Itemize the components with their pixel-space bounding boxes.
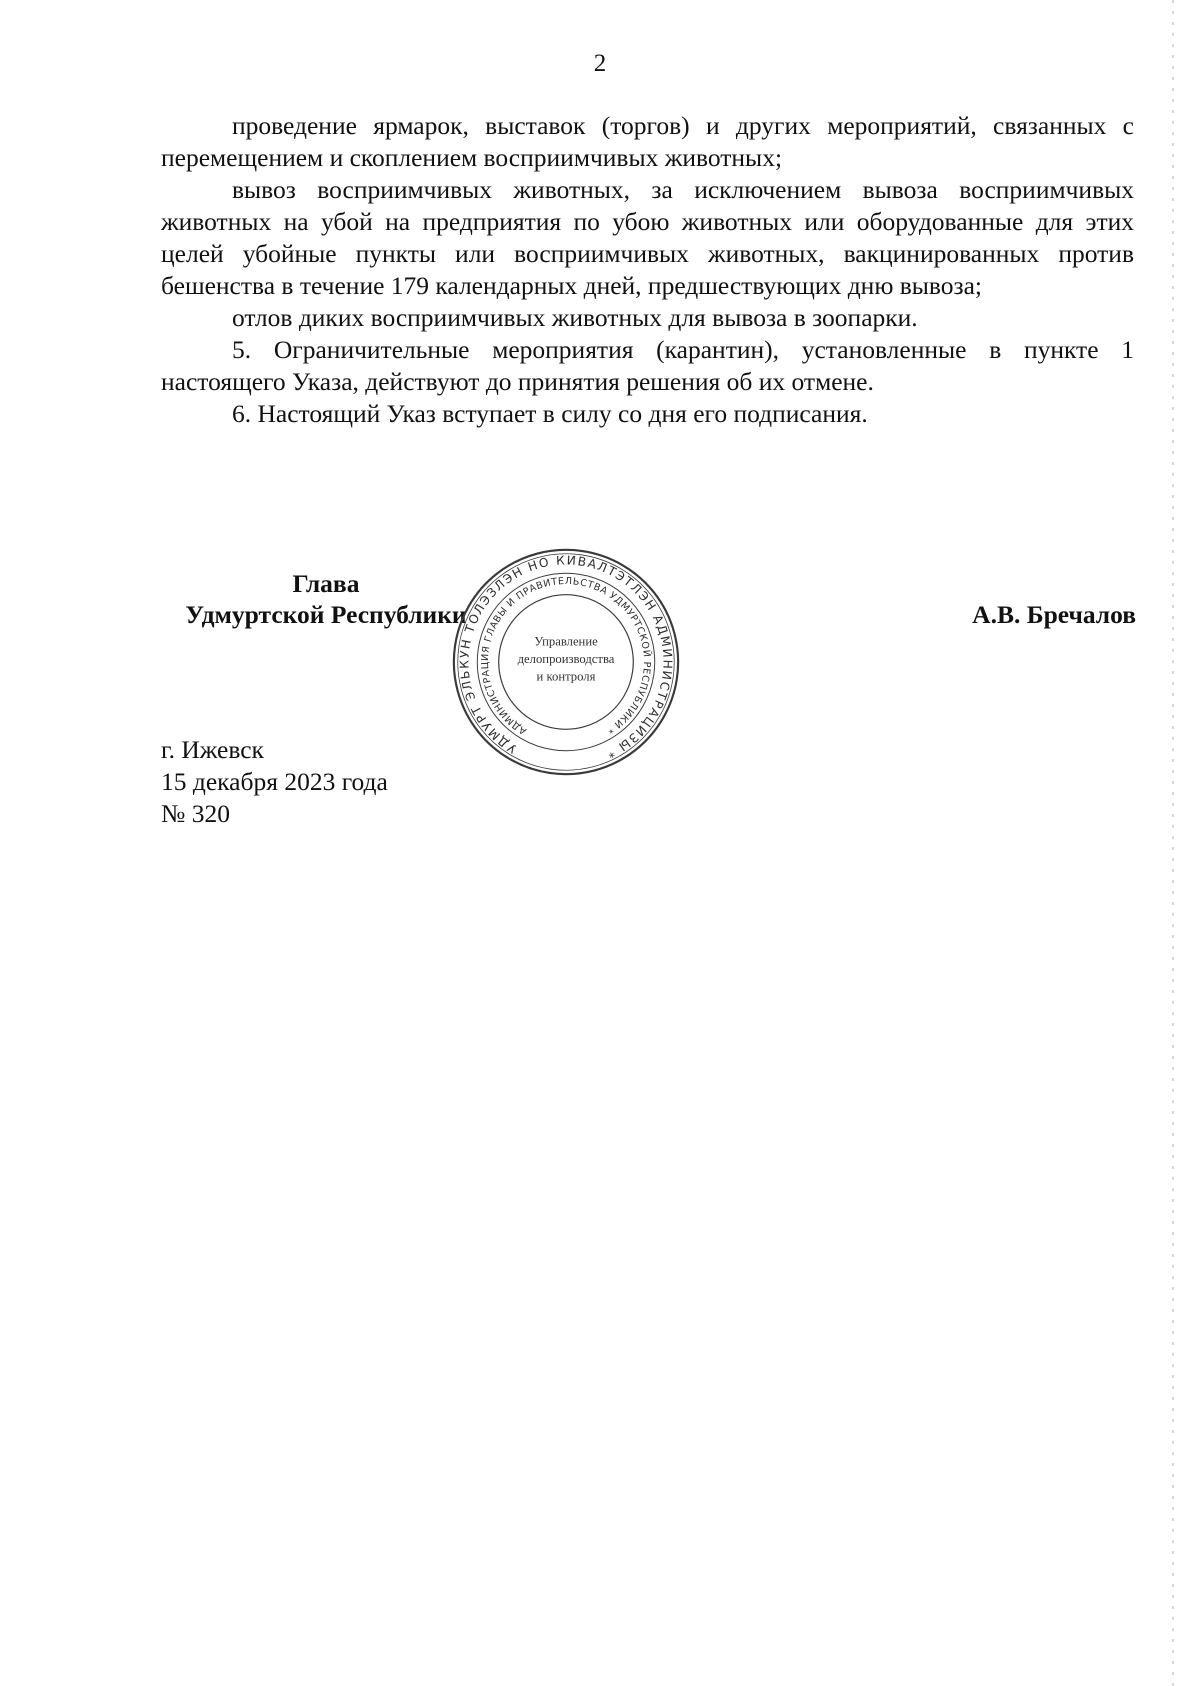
signatory-title-line2: Удмуртской Республики xyxy=(185,600,467,629)
paragraph-wild-capture: отлов диких восприимчивых животных для вывоза в зоопарки. xyxy=(232,303,918,332)
stamp-middle-text: АДМИНИСТРАЦИЯ ГЛАВЫ И ПРАВИТЕЛЬСТВА УДМУРТСКОЙ РЕСПУБЛИКИ * xyxy=(479,575,653,737)
signing-place: г. Ижевск xyxy=(161,735,264,764)
page-number: 2 xyxy=(593,50,607,77)
scan-edge-artifact xyxy=(1172,0,1174,1686)
place-date-block xyxy=(161,734,388,830)
decree-body xyxy=(161,110,1134,430)
signatory-title-line1: Глава xyxy=(292,569,360,598)
paragraph-fairs: проведение ярмарок, выставок (торгов) и других мероприятий, связанных с перемещением и скоплением восприимчивых животных; xyxy=(161,111,1134,172)
decree-number: № 320 xyxy=(161,799,230,828)
signatory-title xyxy=(161,568,491,630)
signatory-name: А.В. Бречалов xyxy=(972,600,1136,629)
stamp-center-line3: и контроля xyxy=(536,669,596,684)
stamp-center-line2: делопроизводства xyxy=(517,651,615,666)
paragraph-animal-export: вывоз восприимчивых животных, за исключением вывоза восприимчивых животных на убой на предприятия по убою животных или оборудованные для этих целей убойные пункты или восприимчивых животных, вакцинированных против бешенства в течение 179 календарных дней, предшествующих дню вывоза; xyxy=(161,175,1134,300)
stamp-outer-text: УДМУРТ ЭЛЬКУН ТОЛЭЗЛЭН НО КИВАЛТЭТЛЭН АДМИНИСТРАЦИЗЫ * xyxy=(457,553,675,762)
stamp-center-line1: Управление xyxy=(534,634,598,649)
official-seal-stamp xyxy=(449,545,683,779)
paragraph-quarantine-duration: 5. Ограничительные мероприятия (карантин), установленные в пункте 1 настоящего Указа, действуют до принятия решения об их отмене. xyxy=(161,335,1134,396)
signing-date: 15 декабря 2023 года xyxy=(161,767,388,796)
paragraph-effective-date: 6. Настоящий Указ вступает в силу со дня его подписания. xyxy=(232,399,868,428)
